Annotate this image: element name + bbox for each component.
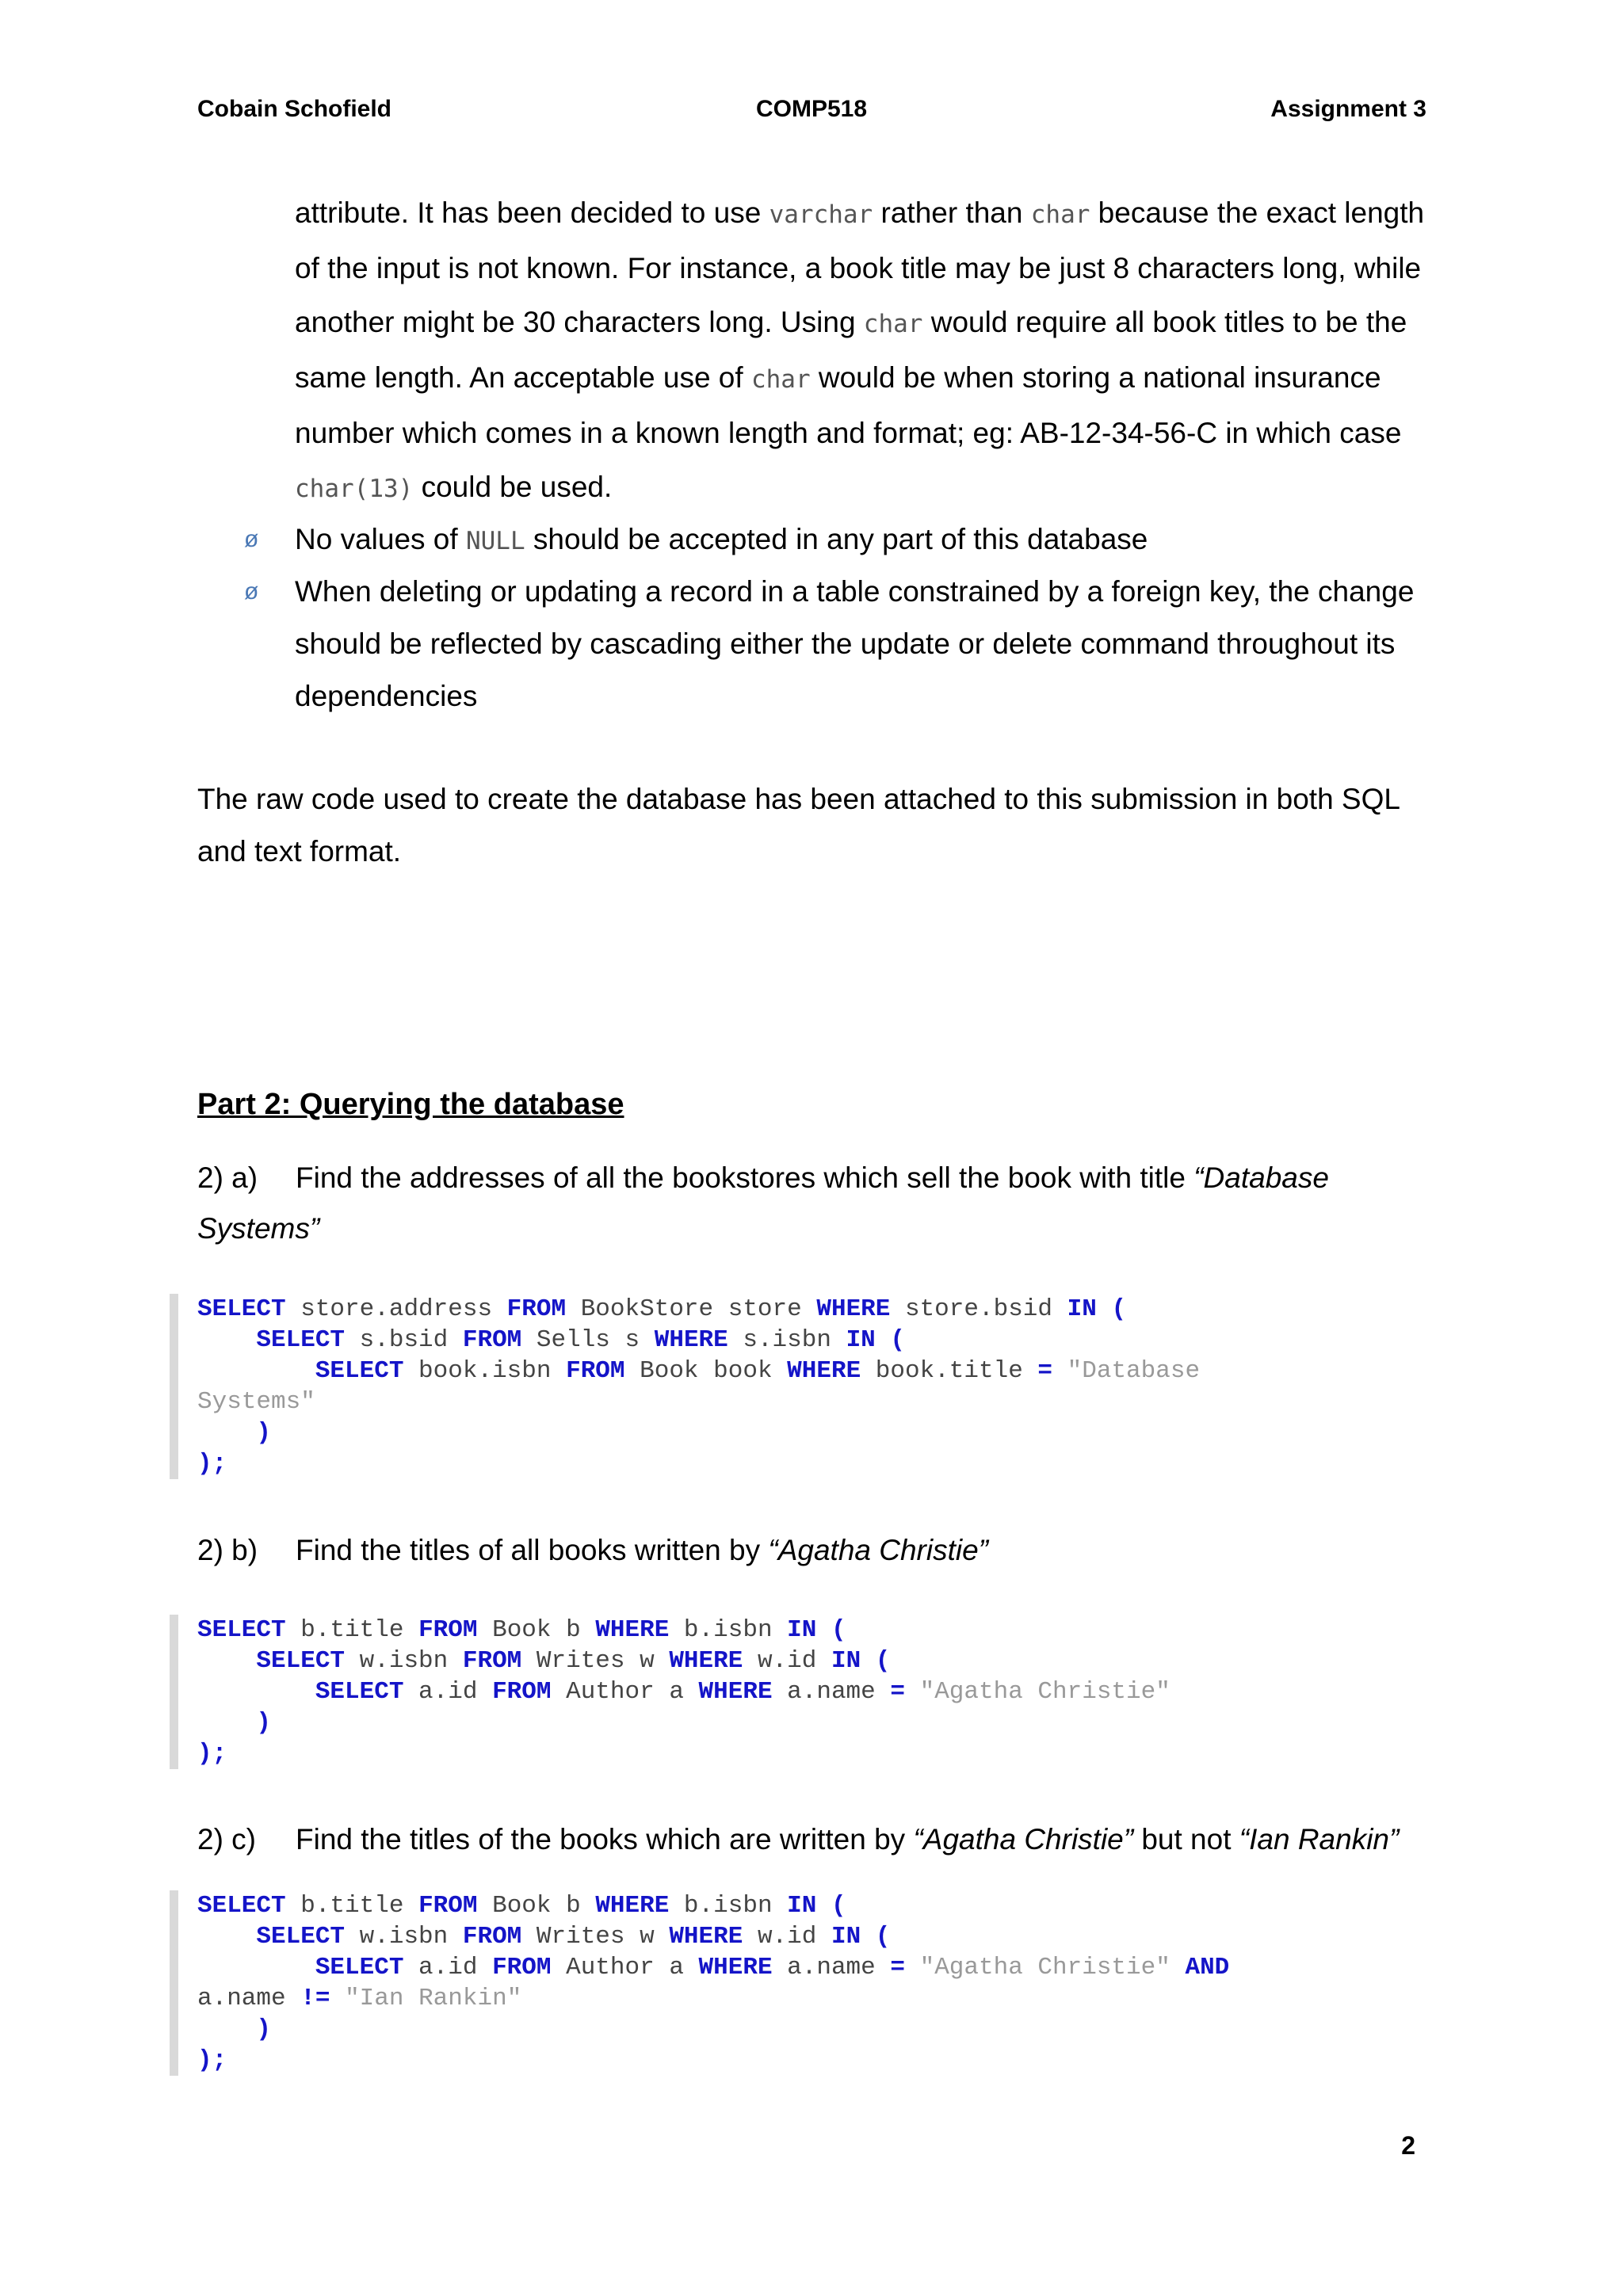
raw-code-note: The raw code used to create the database has been attached to this submission in both SQL and text format. (197, 783, 1400, 868)
inline-code: char (863, 310, 923, 338)
question-text: but not (1133, 1823, 1239, 1855)
intro-text: would require all book titles to be the same length. An acceptable use of (295, 306, 1407, 394)
question-number: 2) a) (197, 1161, 258, 1194)
bullet-text: When deleting or updating a record in a table constrained by a foreign key, the change should be reflected by cascading either the update or delete command throughout its dependencies (295, 575, 1415, 712)
intro-text: rather than (873, 196, 1031, 229)
code-block-2a: SELECT store.address FROM BookStore store WHERE store.bsid IN ( SELECT s.bsid FROM Sells s WHERE s.isbn IN ( SELECT book.isbn FROM Book book WHERE book.title = "Database Systems" ) ); (170, 1294, 1481, 1479)
header-course: COMP518 (755, 96, 868, 122)
question-author: “Agatha Christie” (913, 1823, 1134, 1855)
question-author: “Agatha Christie” (768, 1534, 988, 1566)
code-block-2c: SELECT b.title FROM Book b WHERE b.isbn IN ( SELECT w.isbn FROM Writes w WHERE w.id IN ( SELECT a.id FROM Author a WHERE a.name = "Agatha Christie" AND a.name != "Ian Rankin" ) ); (170, 1890, 1481, 2076)
section-title: Part 2: Querying the database (197, 1088, 624, 1121)
intro-paragraph (295, 186, 1436, 516)
bullet-text: should be accepted in any part of this database (525, 523, 1148, 555)
intro-text: would be when storing a national insurance number which comes in a known length and format; eg: AB-12-34-56-C in which case (295, 361, 1402, 449)
inline-code: varchar (769, 200, 873, 229)
intro-text: could be used. (413, 471, 613, 503)
question-text: Find the titles of the books which are written by (296, 1823, 914, 1855)
question-title: “Database Systems” (197, 1161, 1329, 1245)
question-text: Find the titles of all books written by (296, 1534, 769, 1566)
question-text: Find the addresses of all the bookstores which sell the book with title (296, 1161, 1194, 1194)
bullet-marker-icon: ø (244, 578, 259, 605)
intro-text: because the exact length of the input is not known. For instance, a book title may be just 8 characters long, while another might be 30 characters long. Using (295, 196, 1425, 338)
inline-code: char(13) (295, 475, 414, 503)
bullet-marker-icon: ø (244, 526, 259, 552)
header-author: Cobain Schofield (197, 96, 392, 122)
page-number: 2 (1401, 2131, 1415, 2160)
question-number: 2) c) (197, 1823, 256, 1855)
question-2c (197, 1814, 1434, 1865)
bullet-cascade (244, 566, 1441, 723)
intro-text: attribute. It has been decided to use (295, 196, 769, 229)
question-2a (197, 1153, 1434, 1254)
code-block-2b: SELECT b.title FROM Book b WHERE b.isbn IN ( SELECT w.isbn FROM Writes w WHERE w.id IN ( SELECT a.id FROM Author a WHERE a.name = "Agatha Christie" ) ); (170, 1615, 1481, 1769)
bullet-null (244, 513, 1441, 568)
inline-code: char (750, 365, 811, 394)
header-assignment: Assignment 3 (1270, 96, 1426, 122)
inline-code: NULL (465, 527, 525, 555)
question-author: “Ian Rankin” (1239, 1823, 1400, 1855)
bullet-text: No values of (295, 523, 466, 555)
question-number: 2) b) (197, 1534, 258, 1566)
inline-code: char (1030, 200, 1090, 229)
question-2b (197, 1525, 1434, 1576)
